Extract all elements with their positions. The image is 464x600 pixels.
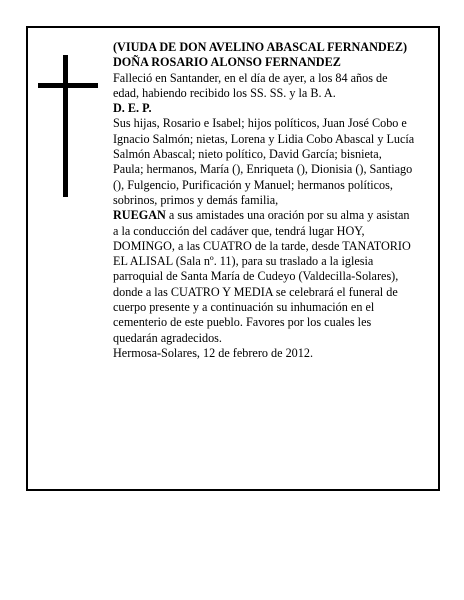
cross-vertical-bar bbox=[63, 55, 68, 197]
deceased-name: DOÑA ROSARIO ALONSO FERNANDEZ bbox=[113, 55, 341, 70]
family-text: Sus hijas, Rosario e Isabel; hijos políticos, Juan José Cobo e Ignacio Salmón; nietas, Lorena y Lidia Cobo Abascal y Lucía Salmón Abascal; nieto político, David García; bisnieta, Paula; hermanos, María (), Enriqueta (), Dionisia (), Santiago (), Fulgencio, Purificación y Manuel; hermanos políticos, sobrinos, primos y demás familia, bbox=[113, 116, 415, 207]
death-text: Falleció en Santander, en el día de ayer, a los 84 años de edad, habiendo recibido los SS. SS. y la B. A. bbox=[113, 70, 388, 100]
rip-line: D. E. P. bbox=[113, 101, 152, 116]
cross-horizontal-bar bbox=[38, 83, 98, 88]
notice-text-block bbox=[113, 40, 415, 361]
place-date: Hermosa-Solares, 12 de febrero de 2012. bbox=[113, 345, 314, 360]
request-text: a sus amistades una oración por su alma y asistan a la conducción del cadáver que, tendrá lugar HOY, DOMINGO, a las CUATRO de la tarde, desde TANATORIO EL ALISAL (Sala nº. 11), para su traslado a la iglesia parroquial de Santa María de Cudeyo (Valdecilla-Solares), donde a las CUATRO Y MEDIA se celebrará el funeral de cuerpo presente y a continuación su inhumación en el cementerio de este pueblo. Favores por los cuales les quedarán agradecidos. bbox=[113, 208, 411, 345]
request-word: RUEGAN bbox=[113, 208, 166, 223]
widow-line: (VIUDA DE DON AVELINO ABASCAL FERNANDEZ) bbox=[113, 40, 408, 54]
request-paragraph bbox=[113, 208, 415, 346]
cross-icon bbox=[38, 55, 98, 197]
